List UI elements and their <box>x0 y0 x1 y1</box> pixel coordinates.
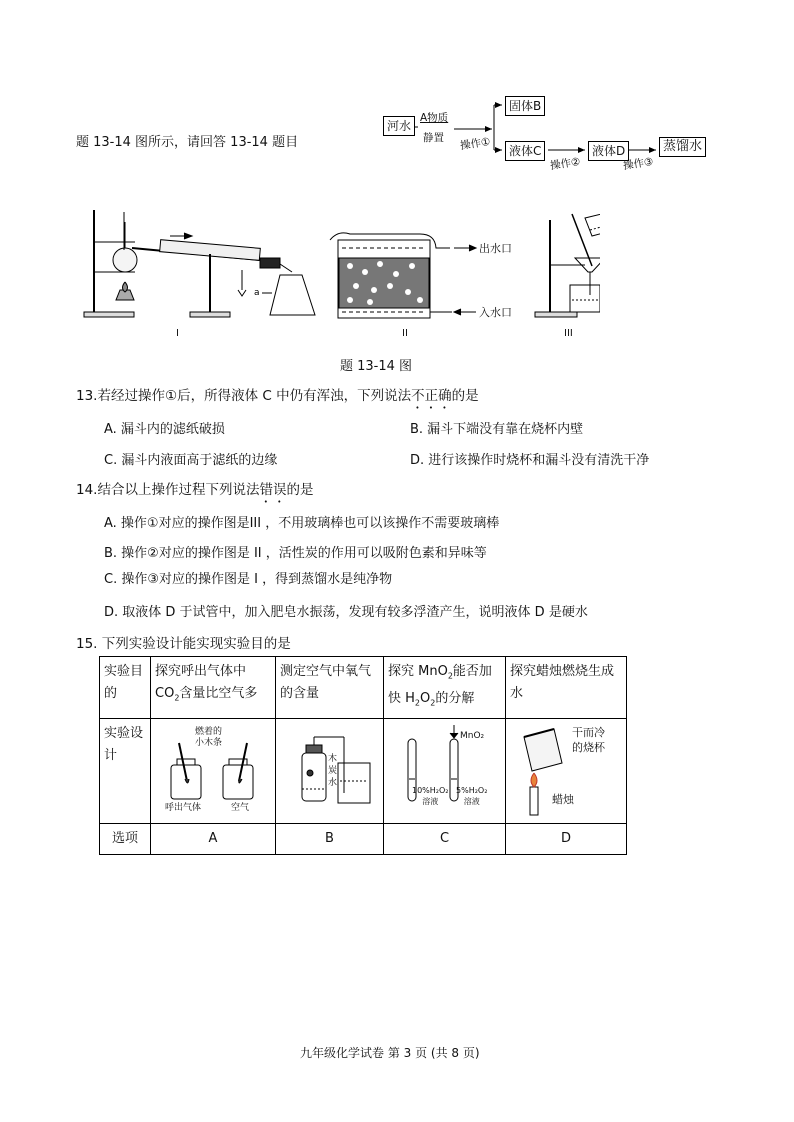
option-b: B <box>276 824 384 855</box>
design-a-right-label: 空气 <box>231 803 250 814</box>
design-a-left-label: 呼出气体 <box>165 803 202 814</box>
fig-label-iii: III <box>564 328 573 339</box>
design-b-labels <box>328 753 337 789</box>
q14-stem-emphasis: 错误 <box>259 482 287 498</box>
q14-option-a: A. 操作①对应的操作图是III ，不用玻璃棒也可以该操作不需要玻璃棒 <box>104 516 500 531</box>
q13-option-b: B. 漏斗下端没有靠在烧杯内壁 <box>410 422 584 437</box>
header-design: 实验设计 <box>100 719 151 824</box>
purpose-c-sub1: 2 <box>447 671 453 681</box>
design-a-top <box>195 727 222 749</box>
page-footer: 九年级化学试卷 第 3 页 (共 8 页) <box>300 1046 480 1060</box>
header-option: 选项 <box>100 824 151 855</box>
flow-solid-b: 固体B <box>505 96 545 116</box>
purpose-a-post: 含量比空气多 <box>179 686 258 701</box>
purpose-c-pre: 探究 MnO <box>388 664 448 679</box>
design-c-right1: 5%H₂O₂ <box>456 786 488 796</box>
fig-label-i: I <box>176 328 179 339</box>
q13-option-a: A. 漏斗内的滤纸破损 <box>104 422 225 437</box>
design-c-mno2: MnO₂ <box>460 731 485 742</box>
design-a-top2: 小木条 <box>195 738 223 749</box>
design-d-cup1: 干而冷 <box>572 726 605 740</box>
design-c-right <box>456 785 487 807</box>
flow-a-substance: A物质 <box>420 112 449 124</box>
apparatus-drawing <box>80 200 600 350</box>
inlet-label: 入水口 <box>479 306 512 319</box>
q14-option-d: D. 取液体 D 于试管中，加入肥皂水振荡，发现有较多浮渣产生，说明液体 D 是硬水 <box>104 605 588 620</box>
apparatus-figures <box>80 200 600 350</box>
svg-text:a: a <box>254 288 260 298</box>
intro-text: 题 13-14 图所示，请回答 13-14 题目 <box>76 135 299 150</box>
purpose-b: 测定空气中氧气的含量 <box>276 657 384 719</box>
flow-op1: 操作① <box>459 135 492 153</box>
table-row-option <box>100 824 627 855</box>
flow-op3: 操作③ <box>622 155 655 173</box>
purpose-a-pre: 探究呼出气体中 CO <box>155 664 247 701</box>
design-a <box>151 719 276 824</box>
header-purpose: 实验目的 <box>100 657 151 719</box>
purpose-c-sub2: 2 <box>414 698 421 708</box>
option-a: A <box>151 824 276 855</box>
purpose-c-mid: 能否加快 H <box>388 664 492 706</box>
design-d-cup2: 的烧杯 <box>572 741 605 755</box>
q14-stem-post: 的是 <box>286 482 314 498</box>
flow-distilled-water: 蒸馏水 <box>659 137 706 157</box>
design-c-right2: 溶液 <box>463 797 480 807</box>
option-d: D <box>506 824 627 855</box>
table-row-purpose <box>100 657 627 719</box>
fig-label-ii: II <box>402 328 408 339</box>
q13-option-c: C. 漏斗内液面高于滤纸的边缘 <box>104 453 278 468</box>
figure-caption: 题 13-14 图 <box>340 359 413 374</box>
q14-option-b: B. 操作②对应的操作图是 II ，活性炭的作用可以吸附色素和异味等 <box>104 546 487 561</box>
design-a-top1: 燃着的 <box>195 727 223 738</box>
q13-stem-post: 的是 <box>451 388 479 404</box>
design-d-cup-label <box>572 725 605 755</box>
table-row-design <box>100 719 627 824</box>
flow-liquid-d: 液体D <box>588 141 629 161</box>
q14-stem <box>76 478 313 506</box>
design-c-left2: 溶液 <box>422 797 439 807</box>
design-c-left <box>412 785 449 807</box>
flow-settle: 静置 <box>423 132 444 144</box>
design-d <box>506 719 627 824</box>
purpose-c-mid2: O <box>420 690 431 706</box>
q15-stem: 15. 下列实验设计能实现实验目的是 <box>76 636 291 652</box>
design-b-label2: 炭 <box>328 766 338 777</box>
q13-stem-emphasis: 不正确 <box>411 388 452 404</box>
design-b-label1: 木 <box>328 754 338 765</box>
purpose-c <box>384 657 506 719</box>
design-b <box>276 719 384 824</box>
purpose-a <box>151 657 276 719</box>
design-c-left1: 10%H₂O₂ <box>412 786 449 796</box>
outlet-label: 出水口 <box>479 242 512 255</box>
purpose-d: 探究蜡烛燃烧生成水 <box>506 657 627 719</box>
flow-river: 河水 <box>383 116 415 136</box>
q13-stem-pre: 13.若经过操作①后，所得液体 C 中仍有浑浊，下列说法 <box>76 388 412 404</box>
q14-stem-pre: 14.结合以上操作过程下列说法 <box>76 482 260 498</box>
purpose-c-sub3: 2 <box>430 698 436 708</box>
design-d-candle-label: 蜡烛 <box>552 793 574 807</box>
q15-table <box>99 656 627 855</box>
design-c <box>384 719 506 824</box>
q14-option-c: C. 操作③对应的操作图是 I ，得到蒸馏水是纯净物 <box>104 572 393 587</box>
flow-liquid-c: 液体C <box>505 141 545 161</box>
q13-option-d: D. 进行该操作时烧杯和漏斗没有清洗干净 <box>410 453 650 468</box>
flow-chart <box>380 92 720 187</box>
q13-stem <box>76 384 479 412</box>
design-b-label3: 水 <box>328 778 338 789</box>
flow-op2: 操作② <box>549 155 582 173</box>
purpose-a-sub: 2 <box>174 693 180 703</box>
purpose-c-post: 的分解 <box>435 690 475 706</box>
option-c: C <box>384 824 506 855</box>
